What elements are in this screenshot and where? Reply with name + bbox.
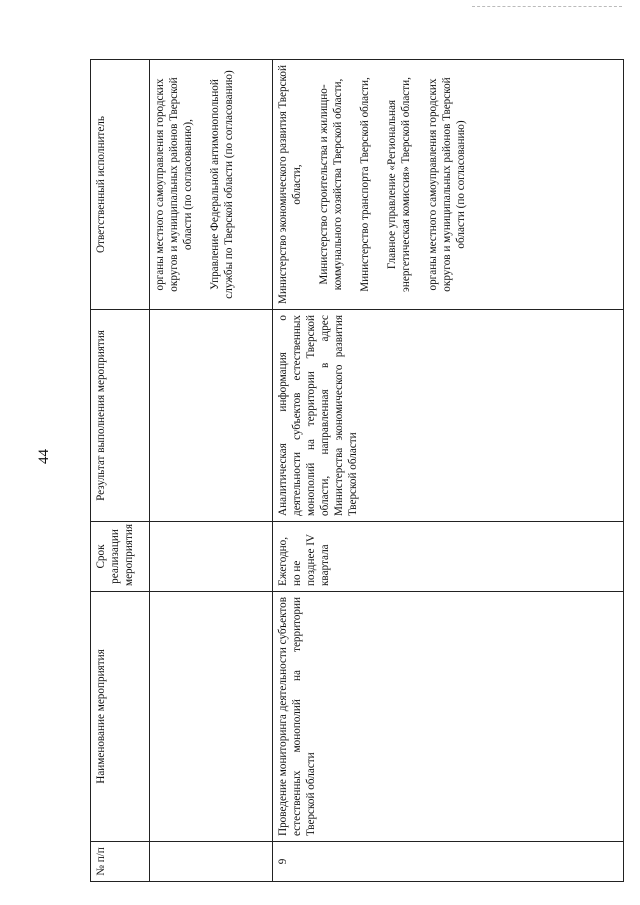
cell-name: Проведение мониторинга деятельности субъектов естественных монополий на территории Тверской области bbox=[273, 592, 624, 842]
cell-name-empty bbox=[150, 592, 273, 842]
measures-table bbox=[90, 59, 624, 882]
responsible-line: Министерство транспорта Тверской области, bbox=[359, 77, 371, 292]
header-result: Результат выполнения мероприятия bbox=[91, 310, 150, 522]
header-num: № п/п bbox=[91, 842, 150, 882]
scan-artifact bbox=[472, 6, 622, 9]
cell-responsible-continuation bbox=[150, 60, 273, 310]
responsible-line: Министерство экономического развития Тверской области, bbox=[277, 65, 303, 304]
responsible-line: органы местного самоуправления городских округов и муниципальных районов Тверской области (по согласованию) bbox=[427, 77, 467, 292]
table-row-9 bbox=[273, 60, 624, 882]
cell-num: 9 bbox=[273, 842, 624, 882]
cell-responsible bbox=[273, 60, 624, 310]
rotated-table-container bbox=[90, 60, 624, 882]
responsible-line: Министерство строительства и жилищно-коммунального хозяйства Тверской области, bbox=[318, 78, 344, 291]
page-number: 44 bbox=[36, 449, 52, 464]
cell-term-empty bbox=[150, 522, 273, 592]
table-header-row bbox=[91, 60, 150, 882]
responsible-line: Главное управление «Региональная энергетическая комиссия» Тверской области, bbox=[386, 77, 412, 292]
responsible-line: органы местного самоуправления городских округов и муниципальных районов Тверской области (по согласованию), bbox=[154, 77, 194, 292]
header-responsible: Ответственный исполнитель bbox=[91, 60, 150, 310]
header-term: Срок реализации мероприятия bbox=[91, 522, 150, 592]
responsible-line: Управление Федеральной антимонопольной службы по Тверской области (по согласованию) bbox=[209, 70, 235, 299]
cell-term: Ежегодно, но не позднее IV квартала bbox=[273, 522, 624, 592]
cell-result: Аналитическая информация о деятельности субъектов естественных монополий на территории Тверской области, направленная в адрес Министерства экономического развития Тверской области bbox=[273, 310, 624, 522]
cell-result-empty bbox=[150, 310, 273, 522]
header-name: Наименование мероприятия bbox=[91, 592, 150, 842]
cell-num-empty bbox=[150, 842, 273, 882]
table-row-continuation bbox=[150, 60, 273, 882]
